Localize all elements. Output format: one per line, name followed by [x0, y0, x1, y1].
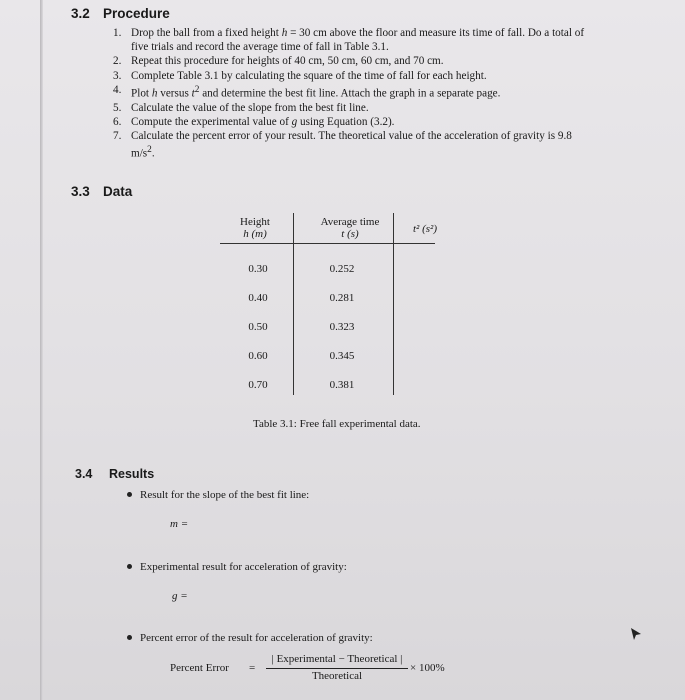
percent-error-equals: =: [249, 662, 256, 674]
bullet-gravity-text: Experimental result for acceleration of gravity:: [140, 561, 347, 573]
header-tsquared-label: t² (s²): [412, 223, 437, 235]
slope-equation: m =: [170, 518, 189, 530]
data-table: [220, 213, 435, 393]
bullet-error-text: Percent error of the result for acceleration of gravity:: [140, 632, 373, 644]
procedure-heading: [71, 6, 170, 21]
results-section-number: 3.4: [75, 467, 93, 481]
results-heading: [75, 467, 154, 481]
data-section-title: Data: [103, 184, 133, 199]
table-caption: Table 3.1: Free fall experimental data.: [253, 418, 421, 430]
step-variable: h: [281, 27, 288, 39]
step-2: [113, 54, 593, 68]
time-value: 0.323: [329, 321, 355, 333]
time-value: 0.381: [329, 379, 355, 391]
header-height-label: Height: [240, 216, 270, 228]
bullet-gravity: [127, 561, 347, 573]
header-height: [225, 216, 285, 240]
height-value: 0.70: [248, 379, 268, 391]
header-time-label: Average time: [320, 216, 380, 228]
step-text: Compute the experimental value of: [131, 115, 292, 128]
step-superscript: 2: [147, 145, 152, 156]
bullet-dot: [127, 635, 132, 640]
step-text: using Equation (3.2).: [297, 115, 395, 128]
times-100-percent: × 100%: [410, 662, 445, 674]
step-number: 6.: [113, 115, 122, 128]
bullet-dot: [127, 564, 132, 569]
height-value: 0.50: [248, 321, 268, 333]
header-time-unit: t (s): [341, 228, 359, 240]
fraction-bar: [266, 668, 408, 669]
step-text: Drop the ball from a fixed height: [131, 27, 282, 39]
header-tsquared: [400, 223, 450, 235]
step-7: [113, 129, 593, 161]
step-text: .: [151, 148, 155, 161]
bullet-slope: [127, 489, 309, 501]
step-text: = 30 cm above the floor and measure its time of fall. Do a total of five trials and record the average time of fall in Table 3.1.: [131, 27, 585, 54]
bullet-slope-text: Result for the slope of the best fit line:: [140, 489, 310, 501]
time-value: 0.345: [329, 350, 355, 362]
step-number: 4.: [113, 83, 122, 96]
height-value: 0.30: [248, 263, 268, 275]
data-heading: [71, 184, 132, 199]
step-text: Calculate the value of the slope from the best fit line.: [131, 101, 369, 114]
step-1: [113, 26, 593, 54]
table-divider-1: [293, 213, 294, 395]
percent-error-label: Percent Error: [170, 662, 229, 674]
data-section-number: 3.3: [71, 184, 90, 199]
step-text: Plot: [131, 87, 152, 100]
gravity-equation: g =: [172, 590, 188, 602]
header-time: [305, 216, 395, 240]
header-height-unit: h (m): [243, 228, 267, 240]
step-number: 5.: [113, 101, 122, 114]
results-section-title: Results: [109, 467, 155, 481]
step-text: Complete Table 3.1 by calculating the square of the time of fall for each height.: [131, 69, 487, 82]
step-number: 7.: [113, 130, 122, 143]
fraction-numerator: | Experimental − Theoretical |: [271, 653, 403, 665]
table-header-rule: [220, 243, 435, 244]
table-divider-2: [393, 213, 394, 395]
procedure-section-title: Procedure: [103, 6, 170, 21]
procedure-section-number: 3.2: [71, 6, 90, 21]
step-superscript: 2: [194, 84, 200, 95]
step-number: 3.: [113, 69, 122, 82]
step-3: [113, 69, 593, 83]
height-value: 0.40: [248, 292, 268, 304]
step-variable: t: [191, 87, 195, 100]
step-5: [113, 101, 593, 115]
step-text: versus: [157, 87, 192, 100]
step-6: [113, 115, 593, 129]
step-4: [113, 83, 593, 101]
height-value: 0.60: [248, 350, 268, 362]
fraction-denominator: Theoretical: [311, 670, 363, 682]
step-variable: g: [291, 115, 298, 128]
time-value: 0.252: [329, 263, 355, 275]
step-variable: h: [151, 87, 158, 100]
step-text: Calculate the percent error of your result. The theoretical value of the acceleration of gravity is 9.8 m/s: [131, 130, 572, 161]
step-number: 2.: [113, 55, 122, 68]
procedure-steps: [113, 26, 593, 161]
page-edge: [40, 0, 43, 700]
time-value: 0.281: [329, 292, 355, 304]
step-number: 1.: [113, 27, 122, 39]
mouse-pointer-icon: [630, 627, 642, 646]
step-text: Repeat this procedure for heights of 40 cm, 50 cm, 60 cm, and 70 cm.: [131, 55, 444, 68]
step-text: and determine the best fit line. Attach the graph in a separate page.: [199, 87, 501, 100]
bullet-error: [127, 632, 373, 644]
bullet-dot: [127, 492, 132, 497]
